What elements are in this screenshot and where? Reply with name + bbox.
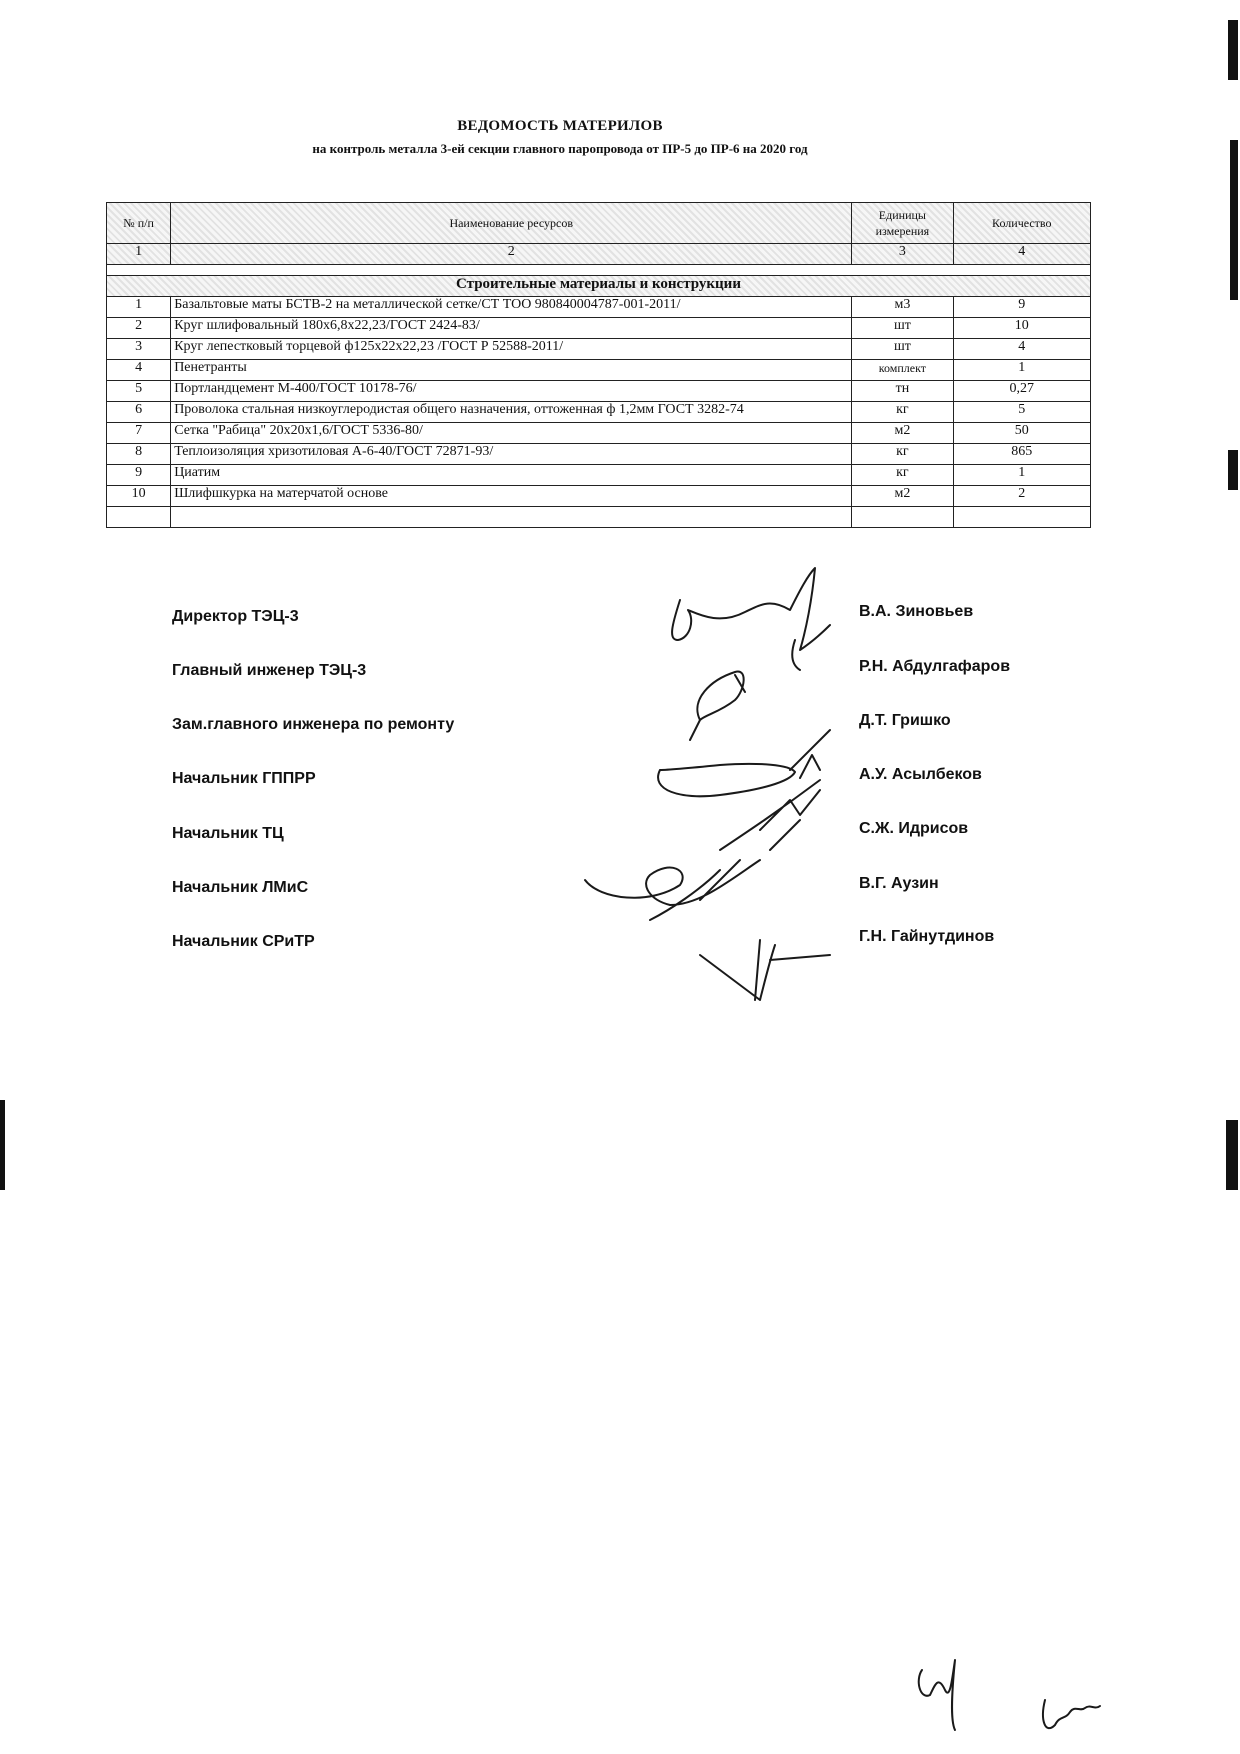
row-name: Портландцемент М-400/ГОСТ 10178-76/ <box>171 381 852 402</box>
scan-mark <box>1226 1120 1238 1190</box>
signer-position: Директор ТЭЦ-3 <box>172 608 299 625</box>
row-num: 8 <box>107 444 171 465</box>
row-name: Пенетранты <box>171 360 852 381</box>
row-num: 2 <box>107 318 171 339</box>
row-name: Циатим <box>171 465 852 486</box>
row-qty: 10 <box>953 318 1090 339</box>
signer-position: Начальник ТЦ <box>172 825 284 842</box>
row-qty: 4 <box>953 339 1090 360</box>
row-unit: шт <box>852 318 953 339</box>
signer-position: Начальник СРиТР <box>172 933 315 950</box>
row-name: Теплоизоляция хризотиловая А-6-40/ГОСТ 72871-93/ <box>171 444 852 465</box>
signer-name: С.Ж. Идрисов <box>859 820 969 837</box>
col-number: 1 <box>107 244 171 265</box>
row-num: 7 <box>107 423 171 444</box>
row-num: 4 <box>107 360 171 381</box>
row-name: Круг шлифовальный 180х6,8х22,23/ГОСТ 2424-83/ <box>171 318 852 339</box>
col-number: 2 <box>171 244 852 265</box>
row-qty: 1 <box>953 360 1090 381</box>
header-qty: Количество <box>953 203 1090 244</box>
signer-name: Р.Н. Абдулгафаров <box>859 658 1011 675</box>
row-qty: 5 <box>953 402 1090 423</box>
header-unit: Единицы измерения <box>852 203 953 244</box>
row-name: Проволока стальная низкоуглеродистая общего назначения, оттоженная ф 1,2мм ГОСТ 3282-74 <box>171 402 852 423</box>
signer-name: В.А. Зиновьев <box>859 603 974 620</box>
document-subtitle: на контроль металла 3-ей секции главного паропровода от ПР-5 до ПР-6 на 2020 год <box>312 141 808 156</box>
signer-name: Д.Т. Гришко <box>859 712 951 729</box>
row-qty: 1 <box>953 465 1090 486</box>
row-unit: комплект <box>852 360 953 381</box>
row-unit: шт <box>852 339 953 360</box>
row-unit: кг <box>852 444 953 465</box>
signer-name: А.У. Асылбеков <box>859 766 982 783</box>
row-name: Шлифшкурка на матерчатой основе <box>171 486 852 507</box>
row-name: Круг лепестковый торцевой ф125х22х22,23 /ГОСТ Р 52588-2011/ <box>171 339 852 360</box>
row-name: Базальтовые маты БСТВ-2 на металлической сетке/СТ ТОО 980840004787-001-2011/ <box>171 297 852 318</box>
row-qty: 0,27 <box>953 381 1090 402</box>
initials-footer-left <box>919 1660 955 1730</box>
scan-mark <box>0 1100 5 1190</box>
row-num: 5 <box>107 381 171 402</box>
col-number: 3 <box>852 244 953 265</box>
row-num: 9 <box>107 465 171 486</box>
row-qty: 50 <box>953 423 1090 444</box>
row-num: 1 <box>107 297 171 318</box>
row-unit: м2 <box>852 423 953 444</box>
signer-position: Зам.главного инженера по ремонту <box>172 716 455 733</box>
row-name: Сетка "Рабица" 20х20х1,6/ГОСТ 5336-80/ <box>171 423 852 444</box>
signer-position: Начальник ЛМиС <box>172 879 309 896</box>
initials-footer-right <box>1043 1700 1100 1728</box>
document-title: ВЕДОМОСТЬ МАТЕРИЛОВ <box>457 118 663 134</box>
row-unit: тн <box>852 381 953 402</box>
signer-position: Главный инженер ТЭЦ-3 <box>172 662 367 679</box>
row-num: 3 <box>107 339 171 360</box>
row-unit: м3 <box>852 297 953 318</box>
header-name: Наименование ресурсов <box>171 203 852 244</box>
col-number: 4 <box>953 244 1090 265</box>
row-num: 6 <box>107 402 171 423</box>
row-unit: кг <box>852 402 953 423</box>
row-num: 10 <box>107 486 171 507</box>
header-num: № п/п <box>107 203 171 244</box>
row-qty: 865 <box>953 444 1090 465</box>
row-unit: кг <box>852 465 953 486</box>
row-qty: 2 <box>953 486 1090 507</box>
signer-name: Г.Н. Гайнутдинов <box>859 928 995 945</box>
row-unit: м2 <box>852 486 953 507</box>
signer-position: Начальник ГППРР <box>172 770 316 787</box>
section-title: Строительные материалы и конструкции <box>107 276 1091 297</box>
row-qty: 9 <box>953 297 1090 318</box>
signer-name: В.Г. Аузин <box>859 875 939 892</box>
